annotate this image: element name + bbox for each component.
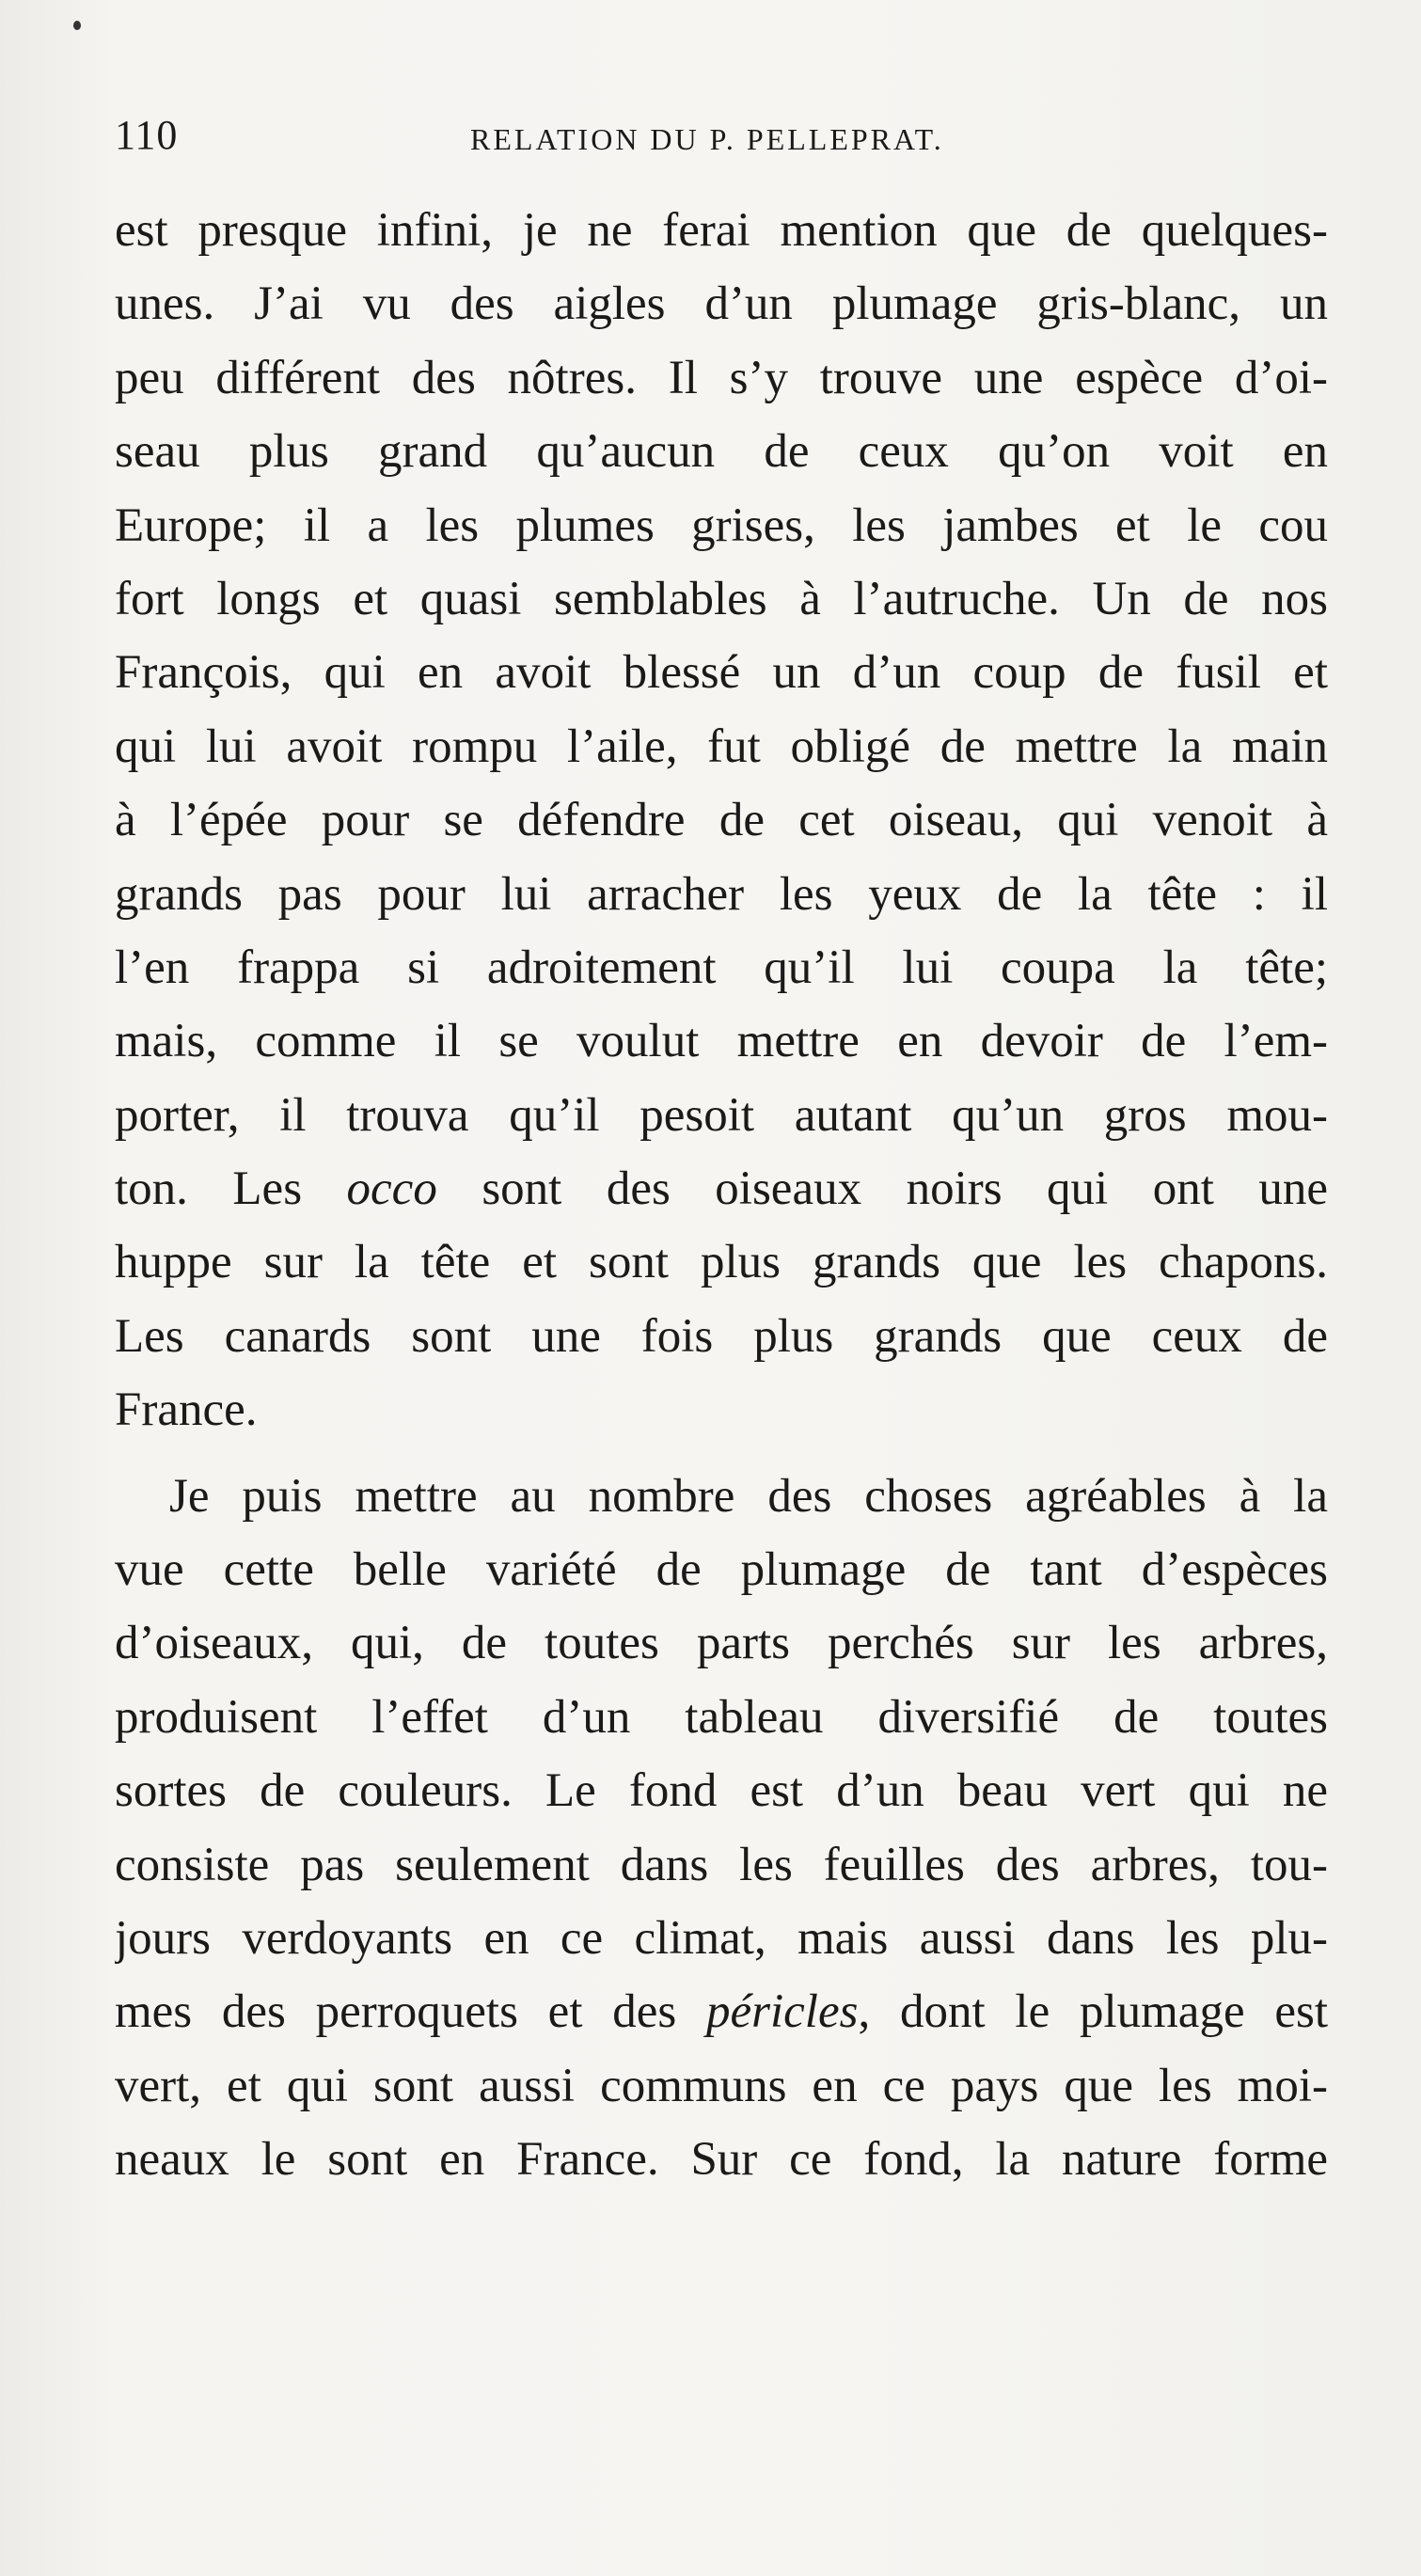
text-line: à l’épée pour se défendre de cet oiseau, qui venoit à (115, 794, 1328, 847)
text-line: ton. Les occo sont des oiseaux noirs qui ont une (115, 1162, 1328, 1216)
text-line: qui lui avoit rompu l’aile, fut obligé de mettre la main (115, 719, 1328, 773)
text-line: l’en frappa si adroitement qu’il lui coupa la tête; (115, 940, 1328, 994)
text-line: mes des perroquets et des péricles, dont le plumage est (115, 1985, 1328, 2039)
text-line: mais, comme il se voulut mettre en devoir de l’em- (115, 1015, 1328, 1068)
text-line: neaux le sont en France. Sur ce fond, la nature forme (115, 2133, 1328, 2187)
ink-speck (73, 21, 81, 30)
body-text (115, 194, 1328, 2197)
text-line: seau plus grand qu’aucun de ceux qu’on voit en (115, 425, 1328, 479)
text-line: France. (115, 1383, 258, 1437)
text-line: peu différent des nôtres. Il s’y trouve une espèce d’oi- (115, 351, 1328, 404)
paragraph-gap (115, 1447, 1328, 1460)
text-line: unes. J’ai vu des aigles d’un plumage gris-blanc, un (115, 277, 1328, 331)
text-line: produisent l’effet d’un tableau diversifié de toutes (115, 1690, 1328, 1744)
text-line: jours verdoyants en ce climat, mais aussi dans les plu- (115, 1911, 1328, 1965)
paragraph-1 (115, 194, 1328, 1447)
text-line: est presque infini, je ne ferai mention que de quelques- (115, 204, 1328, 257)
text-line: huppe sur la tête et sont plus grands que les chapons. (115, 1236, 1328, 1289)
text-line: consiste pas seulement dans les feuilles des arbres, tou- (115, 1838, 1328, 1891)
page-number: 110 (115, 112, 179, 158)
text-line: vue cette belle variété de plumage de tant d’espèces (115, 1543, 1328, 1597)
paragraph-2 (115, 1460, 1328, 2197)
text-line: sortes de couleurs. Le fond est d’un beau vert qui ne (115, 1764, 1328, 1818)
text-line: François, qui en avoit blessé un d’un coup de fusil et (115, 646, 1328, 700)
italic-term: péricles (706, 1985, 859, 2039)
italic-term: occo (346, 1162, 437, 1216)
text-line: vert, et qui sont aussi communs en ce pays que les moi- (115, 2059, 1328, 2112)
text-line: d’oiseaux, qui, de toutes parts perchés sur les arbres, (115, 1617, 1328, 1670)
text-line: Les canards sont une fois plus grands que ceux de (115, 1309, 1328, 1363)
text-line: porter, il trouva qu’il pesoit autant qu’un gros mou- (115, 1088, 1328, 1142)
text-line: grands pas pour lui arracher les yeux de la tête : il (115, 867, 1328, 921)
page-header (115, 111, 1328, 167)
running-head: RELATION DU P. PELLEPRAT. (470, 122, 944, 156)
text-line: Europe; il a les plumes grises, les jambes et le cou (115, 498, 1328, 552)
text-line: Je puis mettre au nombre des choses agréables à la (169, 1469, 1328, 1523)
text-line: fort longs et quasi semblables à l’autruche. Un de nos (115, 572, 1328, 625)
